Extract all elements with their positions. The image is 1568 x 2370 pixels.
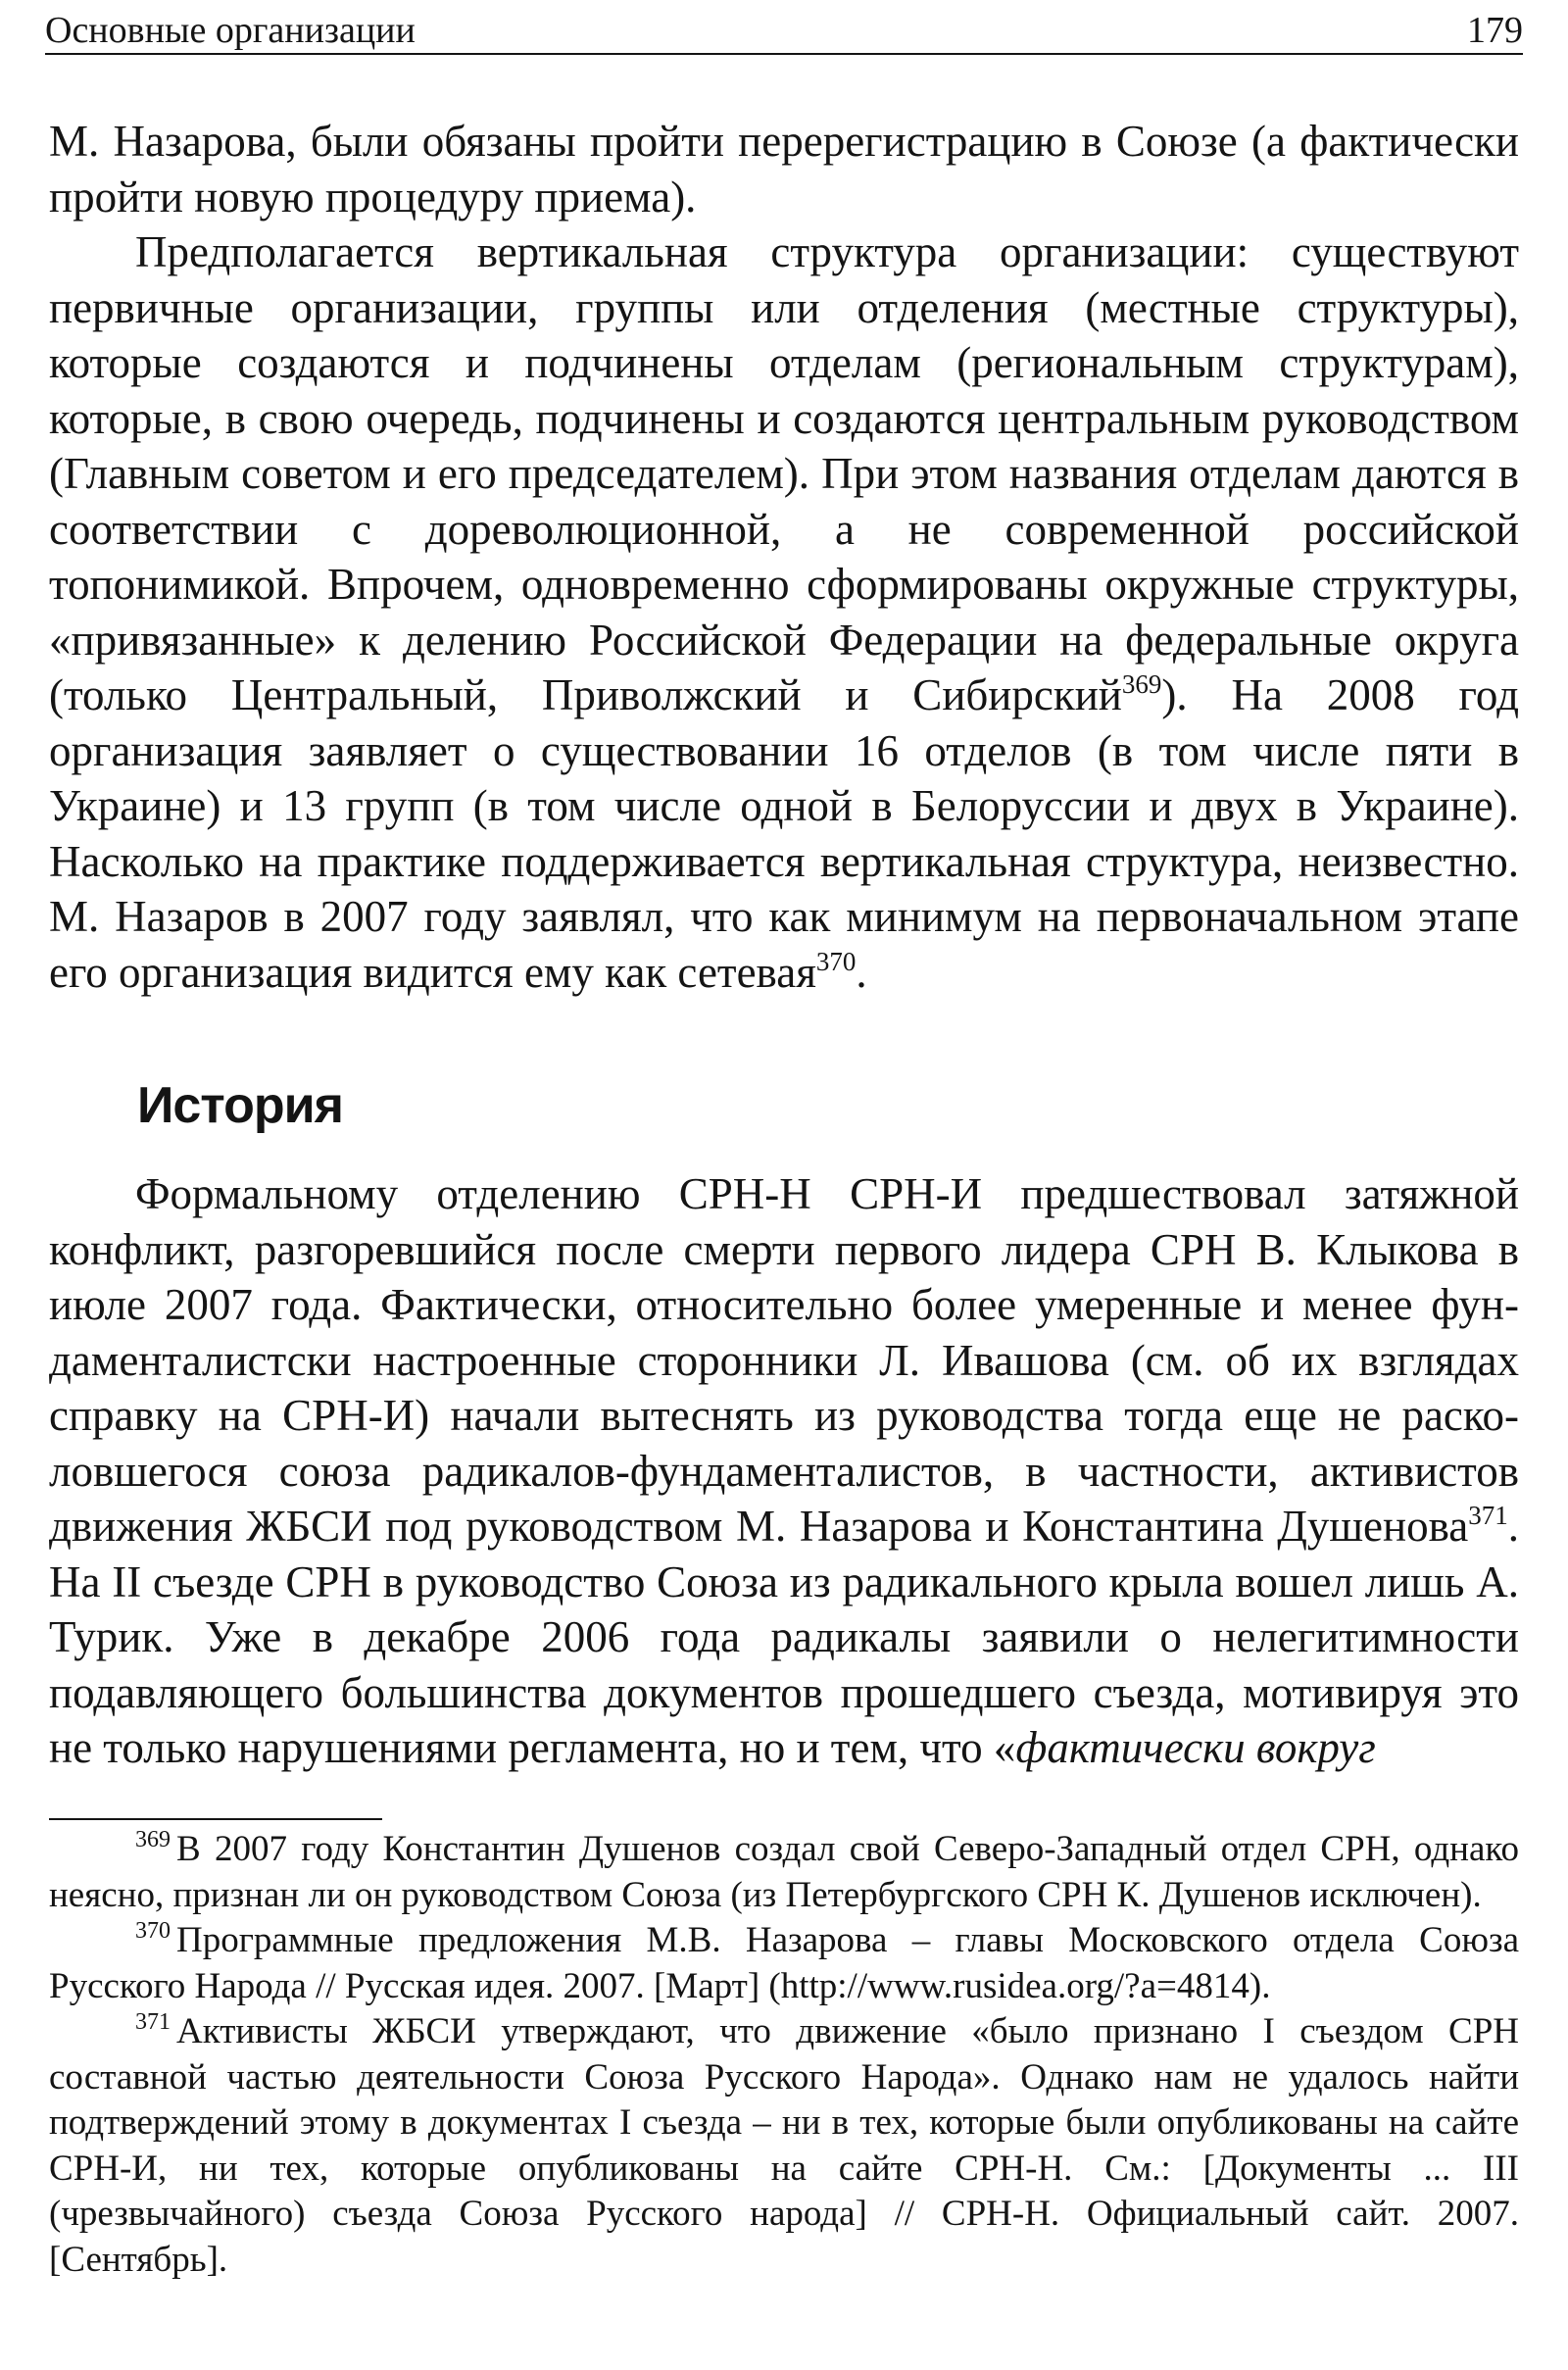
page-number: 179 bbox=[1467, 10, 1523, 51]
body-text-upper bbox=[49, 114, 1519, 1000]
running-header-section: Основные организации bbox=[45, 10, 416, 51]
paragraph-history bbox=[49, 1166, 1519, 1776]
paragraph-structure-part-2: ). На 2008 год организация заявляет о существовании 16 отделов (в том числе пяти в Украине) и 13 групп (в том числе одной в Белоруссии и двух в Украине). Насколько на практике поддерживается вертикальная структура, неизвестно. М. Назаров в 2007 году заявлял, что как минимум на первоначальном этапе его организация видится ему как сетевая bbox=[49, 670, 1519, 997]
footnote-371 bbox=[49, 2009, 1519, 2283]
footnote-number: 370 bbox=[135, 1918, 171, 1944]
paragraph-history-part-1: Формальному отделению СРН-Н СРН-И предшествовал затяжной конфликт, разгоревшийся после смерти первого лидера СРН В. Клыкова в июле 2007 года. Фактически, относительно более умеренные и менее фундаменталистски настроенные сторонники Л. Ивашова (см. об их взглядах справку на СРН-И) начали вытеснять из руководства тогда еще не расколовшегося союза радикалов-фундаменталистов, в частности, активистов движения ЖБСИ под руководством М. Назарова и Константина Душенова bbox=[49, 1169, 1519, 1551]
footnote-separator bbox=[49, 1818, 382, 1820]
paragraph-history-part-2: . На II съезде СРН в руководство Союза из радикального крыла вошел лишь А. Турик. Уже в декабре 2006 года радикалы заявили о нелегитимности подавляющего большинства документов прошедшего съезда, мотивируя это не только нарушениями регламента, но и тем, что « bbox=[49, 1502, 1519, 1772]
paragraph-structure-part-1: Предполагается вертикальная структура организации: существуют первичные организации, группы или отделения (местные структуры), которые создаются и подчинены отделам (региональным структурам), которые, в свою очередь, подчинены и создаются центральным руководством (Главным советом и его председателем). При этом названия отделам даются в соответствии с дореволюционной, а не современной российской топонимикой. Впрочем, одновременно сформированы окружные структуры, «привязанные» к делению Российской Федерации на федеральные округа (только Центральный, Приволжский и Сибирский bbox=[49, 227, 1519, 719]
footnote-ref-371[interactable]: 371 bbox=[1468, 1501, 1508, 1530]
footnote-text: Программные предложения М.В. Назарова – главы Московского отдела Союза Русского Народа // Русская идея. 2007. [Март] (http://www.rusidea.org/?a=4814). bbox=[49, 1920, 1519, 2006]
paragraph-structure-part-3: . bbox=[856, 947, 867, 997]
paragraph-continuation: М. Назарова, были обязаны пройти перерегистрацию в Союзе (а фактически пройти новую процедуру приема). bbox=[49, 117, 1519, 222]
footnote-ref-369[interactable]: 369 bbox=[1121, 669, 1162, 699]
book-page bbox=[45, 0, 1523, 2280]
footnotes bbox=[49, 1827, 1519, 2283]
footnote-text: Активисты ЖБСИ утверждают, что движение «было признано I съездом СРН составной частью деятельности Союза Русского Народа». Однако нам не удалось найти подтверждений этому в документах I съезда – ни в тех, которые были опубликованы на сайте СРН-И, ни тех, которые опубликованы на сайте СРН-Н. См.: [Документы ... III (чрезвычайного) съезда Союза Русского народа] // СРН-Н. Официальный сайт. 2007. [Сентябрь]. bbox=[49, 2011, 1519, 2280]
footnote-369 bbox=[49, 1827, 1519, 1918]
footnote-370 bbox=[49, 1918, 1519, 2009]
paragraph-structure bbox=[49, 224, 1519, 1000]
footnote-ref-370[interactable]: 370 bbox=[815, 946, 857, 976]
footnote-text: В 2007 году Константин Душенов создал свой Северо-Западный отдел СРН, однако неясно, признан ли он руководством Союза (из Петербургского СРН К. Душенов исключен). bbox=[49, 1829, 1519, 1915]
footnote-number: 369 bbox=[135, 1827, 171, 1852]
running-header bbox=[45, 0, 1523, 55]
paragraph-history-italic: фактически вокруг bbox=[1015, 1723, 1376, 1772]
section-heading-history: История bbox=[137, 1077, 343, 1134]
body-text-history bbox=[49, 1166, 1519, 1776]
footnote-number: 371 bbox=[135, 2009, 171, 2035]
